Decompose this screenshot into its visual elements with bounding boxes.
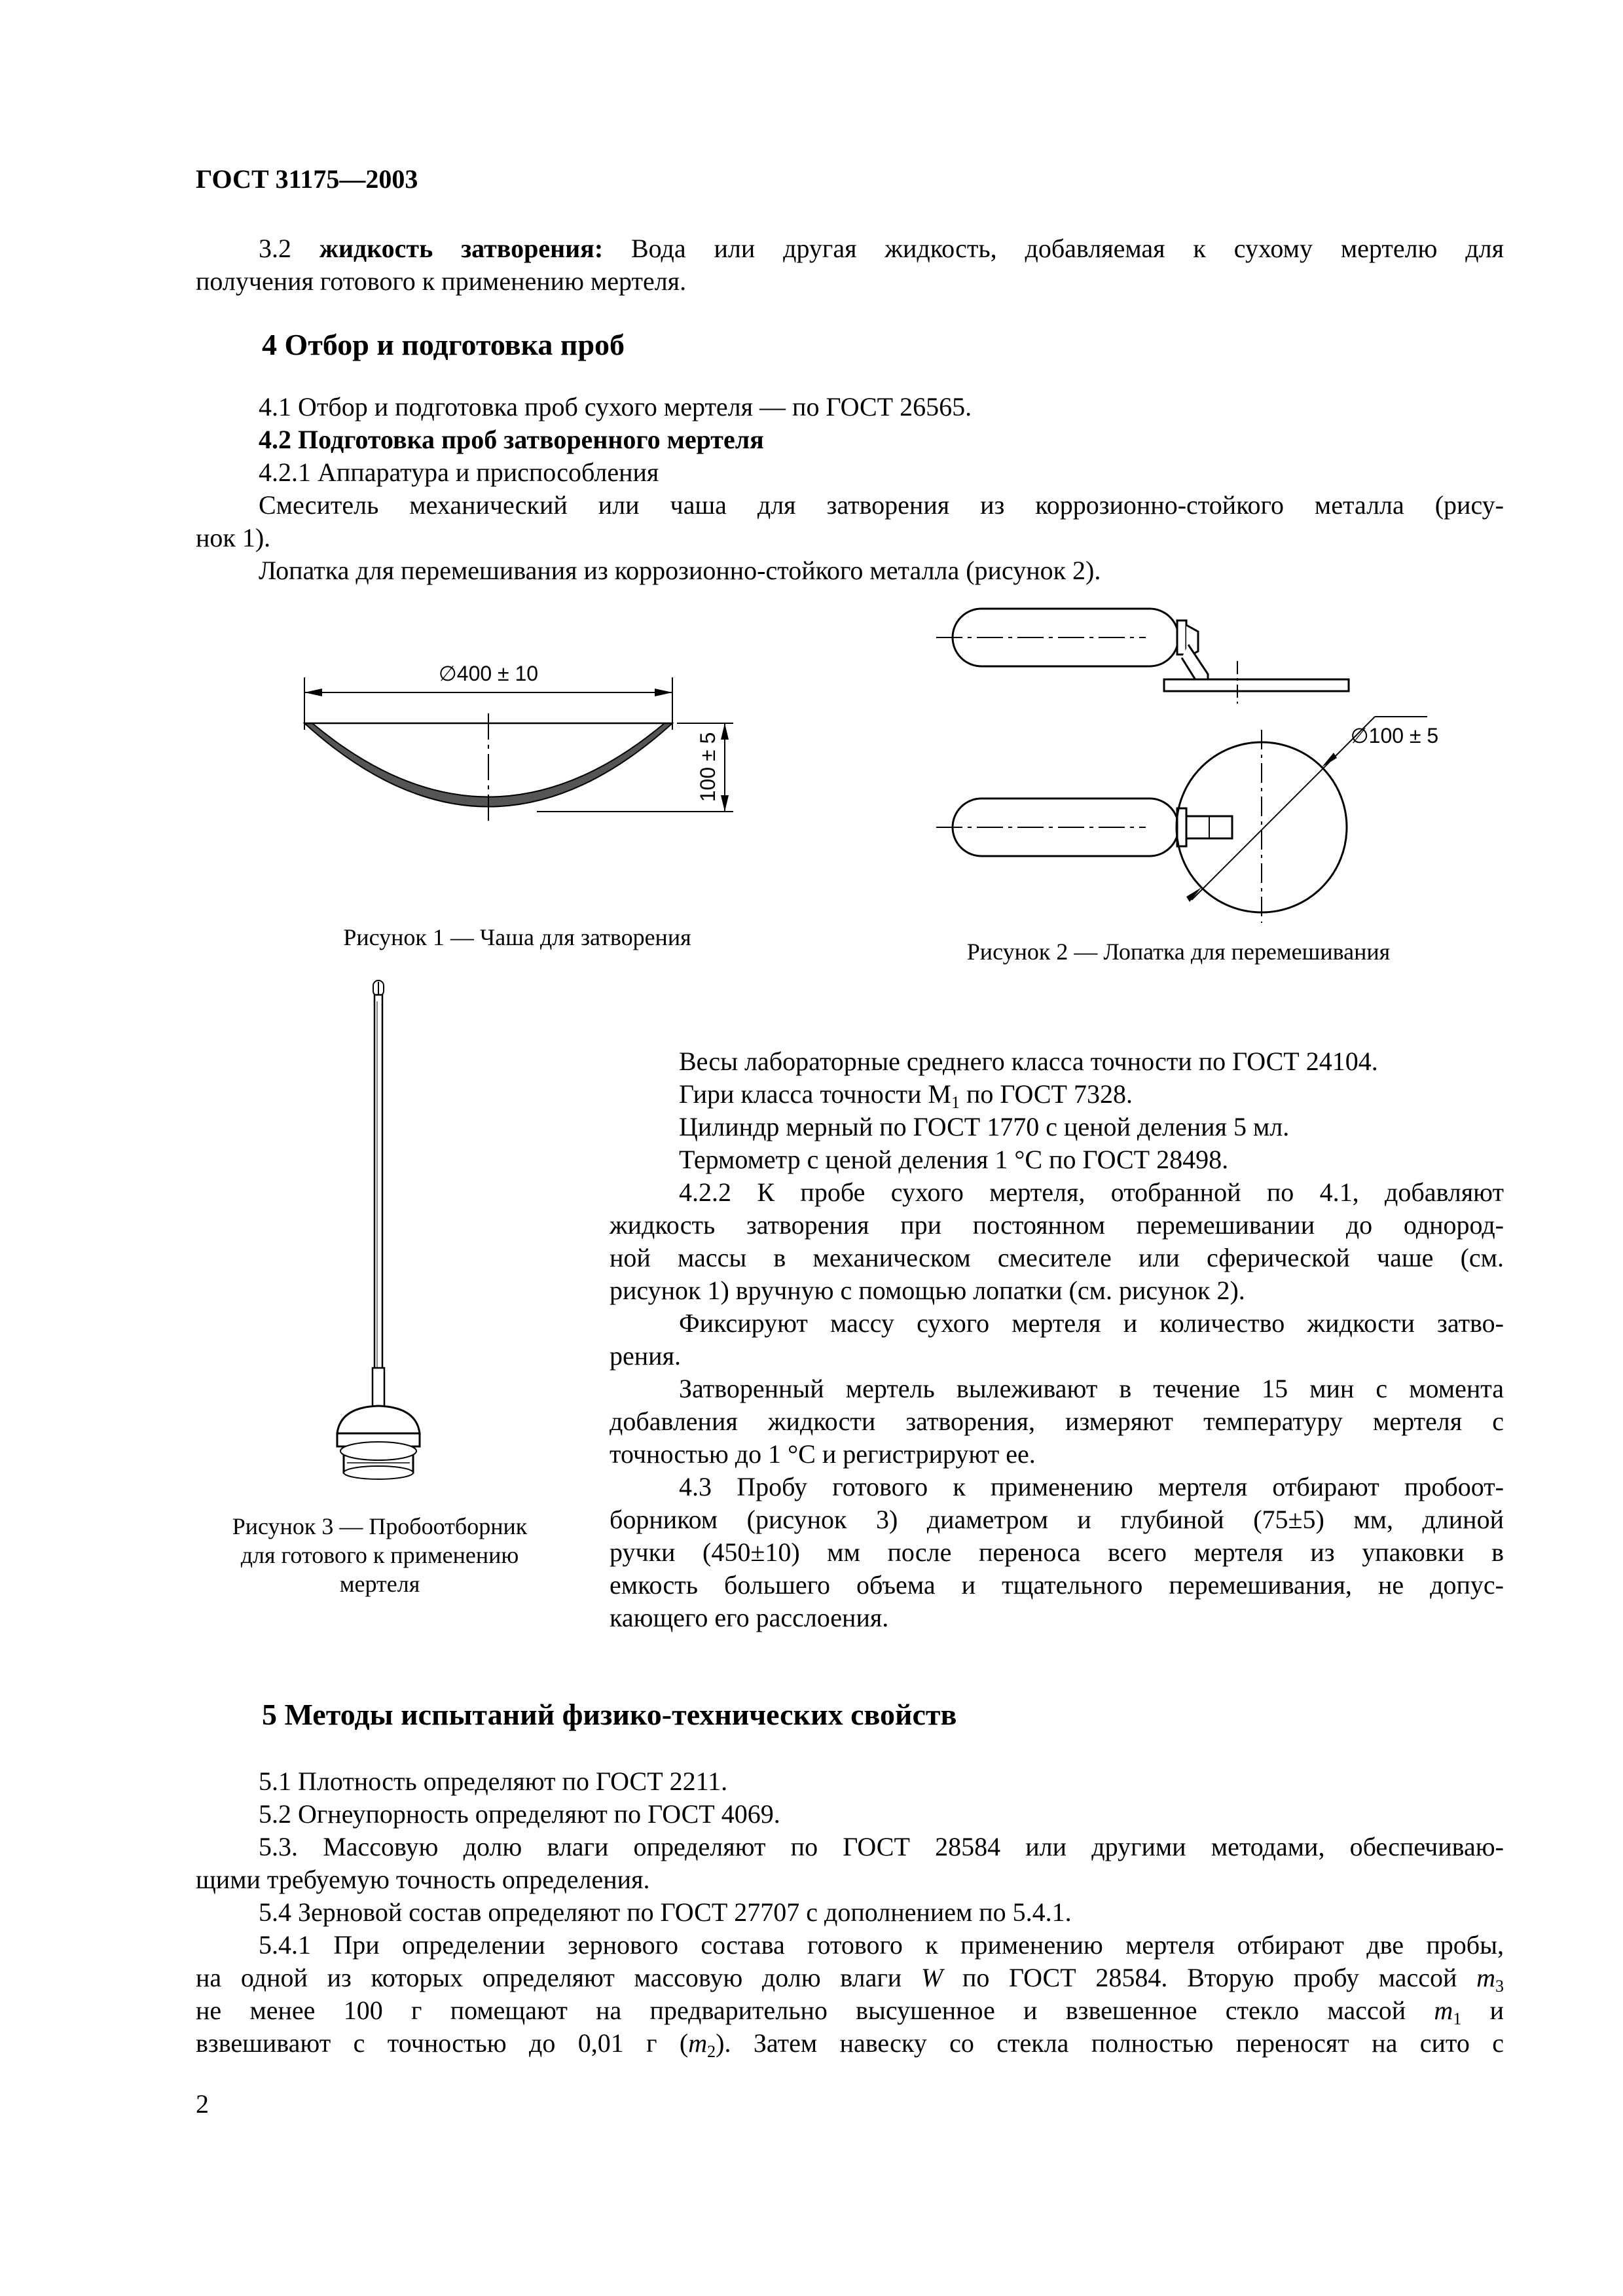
figure-1-bowl-drawing [288, 648, 759, 864]
figure-2-caption: Рисунок 2 — Лопатка для перемешивания [966, 939, 1391, 965]
fig2-diameter-label: ∅100 ± 5 [1350, 724, 1439, 747]
p541-l2-m: m [1476, 1963, 1495, 1992]
paragraph-5-4-1-line4 [196, 2027, 1504, 2060]
page-number: 2 [196, 2089, 209, 2119]
p541-l2-var: W [921, 1963, 943, 1992]
section-5-heading: 5 Методы испытаний физико-технических свойств [262, 1698, 957, 1731]
p32-text: Вода или другая жидкость, добавляемая к сухому мертелю для [631, 234, 1504, 263]
aging-line3: точностью до 1 °С и регистрируют ее. [610, 1439, 1036, 1469]
p541-l2-b: по ГОСТ 28584. Вторую пробу массой [962, 1963, 1477, 1992]
p541-l2-sub: 3 [1495, 1977, 1504, 1996]
aging-line2: добавления жидкости затворения, измеряют температуру мертеля с [610, 1407, 1504, 1436]
figure-2-spatula-drawing [930, 596, 1439, 923]
fix-line2: рения. [610, 1341, 681, 1371]
weights-sub: 1 [951, 1093, 960, 1112]
p541-l3-b: и [1489, 1996, 1504, 2025]
section-4-heading: 4 Отбор и подготовка проб [262, 328, 625, 361]
mixer-line1: Смеситель механический или чаша для затворения из коррозионно-стойкого металла (рису- [259, 490, 1504, 520]
p541-l3-a: не менее 100 г помещают на предварительно высушенное и взвешенное стекло массой [196, 1996, 1434, 2025]
p541-l4-sub: 2 [707, 2042, 716, 2061]
p422-line4: рисунок 1) вручную с помощью лопатки (см. рисунок 2). [610, 1276, 1245, 1305]
equipment-scales: Весы лабораторные среднего класса точности по ГОСТ 24104. [679, 1047, 1378, 1076]
aging-line1: Затворенный мертель вылеживают в течение 15 мин с момента [679, 1374, 1504, 1403]
paragraph-5-3-line2: щими требуемую точность определения. [196, 1865, 650, 1894]
p422-line2: жидкость затворения при постоянном перемешивании до однород- [610, 1210, 1504, 1240]
p422-line1: 4.2.2 К пробе сухого мертеля, отобранной по 4.1, добавляют [679, 1177, 1504, 1207]
p541-l4-b: ). Затем навеску со стекла полностью переносят на сито с [716, 2028, 1504, 2058]
document-code-header: ГОСТ 31175—2003 [196, 164, 418, 194]
fig1-diameter-label: ∅400 ± 10 [438, 662, 539, 685]
equipment-weights [679, 1078, 1133, 1111]
p43-line4: емкость большего объема и тщательного перемешивания, не допус- [610, 1570, 1504, 1600]
figure-1-caption: Рисунок 1 — Чаша для затворения [343, 924, 691, 950]
paragraph-3-2-line2: получения готового к применению мертеля. [196, 266, 687, 296]
paragraph-5-2: 5.2 Огнеупорность определяют по ГОСТ 4069. [259, 1799, 780, 1829]
paragraph-4-2: 4.2 Подготовка проб затворенного мертеля [259, 425, 764, 454]
weights-pre: Гири класса точности М [679, 1079, 951, 1109]
figure-3-caption [196, 1512, 563, 1598]
p32-term: жидкость затворения: [319, 234, 604, 263]
paragraph-5-4: 5.4 Зерновой состав определяют по ГОСТ 27707 с дополнением по 5.4.1. [259, 1897, 1072, 1927]
p32-number: 3.2 [259, 234, 291, 263]
figure-3-sampler-drawing [314, 975, 445, 1512]
paragraph-5-4-1-line1: 5.4.1 При определении зернового состава готового к применению мертеля отбирают две пробы, [259, 1930, 1504, 1960]
p43-line2: борником (рисунок 3) диаметром и глубиной (75±5) мм, длиной [610, 1505, 1504, 1534]
fig1-depth-label: 100 ± 5 [696, 732, 720, 802]
p422-line3: ной массы в механическом смесителе или сферической чаше (см. [610, 1243, 1504, 1272]
paragraph-4-2-1: 4.2.1 Аппаратура и приспособления [259, 457, 659, 487]
p541-l2-a: на одной из которых определяют массовую долю влаги [196, 1963, 921, 1992]
paragraph-5-3-line1: 5.3. Массовую долю влаги определяют по ГОСТ 28584 или другими методами, обеспечиваю- [259, 1832, 1504, 1861]
paragraph-4-1: 4.1 Отбор и подготовка проб сухого мертеля — по ГОСТ 26565. [259, 392, 972, 422]
paragraph-3-2-line1 [196, 232, 1504, 265]
mixer-line2: нок 1). [196, 523, 271, 552]
weights-post: по ГОСТ 7328. [959, 1079, 1133, 1109]
p541-l3-sub: 1 [1453, 2009, 1462, 2028]
equipment-thermometer: Термометр с ценой деления 1 °С по ГОСТ 28498. [679, 1145, 1229, 1174]
paragraph-5-1: 5.1 Плотность определяют по ГОСТ 2211. [259, 1767, 728, 1796]
p541-l3-m: m [1434, 1996, 1453, 2025]
paragraph-5-4-1-line2 [196, 1962, 1504, 1994]
p43-line1: 4.3 Пробу готового к применению мертеля отбирают пробоот- [679, 1472, 1504, 1501]
fig3-caption-line2: для готового к применению [240, 1542, 519, 1568]
p541-l4-m: m [688, 2028, 708, 2058]
paragraph-5-4-1-line3 [196, 1994, 1504, 2027]
fig3-caption-line3: мертеля [339, 1571, 420, 1597]
fig3-caption-line1: Рисунок 3 — Пробоотборник [232, 1513, 528, 1539]
p541-l4-a: взвешивают с точностью до 0,01 г ( [196, 2028, 689, 2058]
p43-line5: кающего его расслоения. [610, 1603, 889, 1632]
p43-line3: ручки (450±10) мм после переноса всего мертеля из упаковки в [610, 1537, 1504, 1567]
spatula-line: Лопатка для перемешивания из коррозионно-стойкого металла (рисунок 2). [259, 556, 1101, 585]
fix-line1: Фиксируют массу сухого мертеля и количество жидкости затво- [679, 1308, 1504, 1338]
equipment-cylinder: Цилиндр мерный по ГОСТ 1770 с ценой деления 5 мл. [679, 1112, 1290, 1141]
